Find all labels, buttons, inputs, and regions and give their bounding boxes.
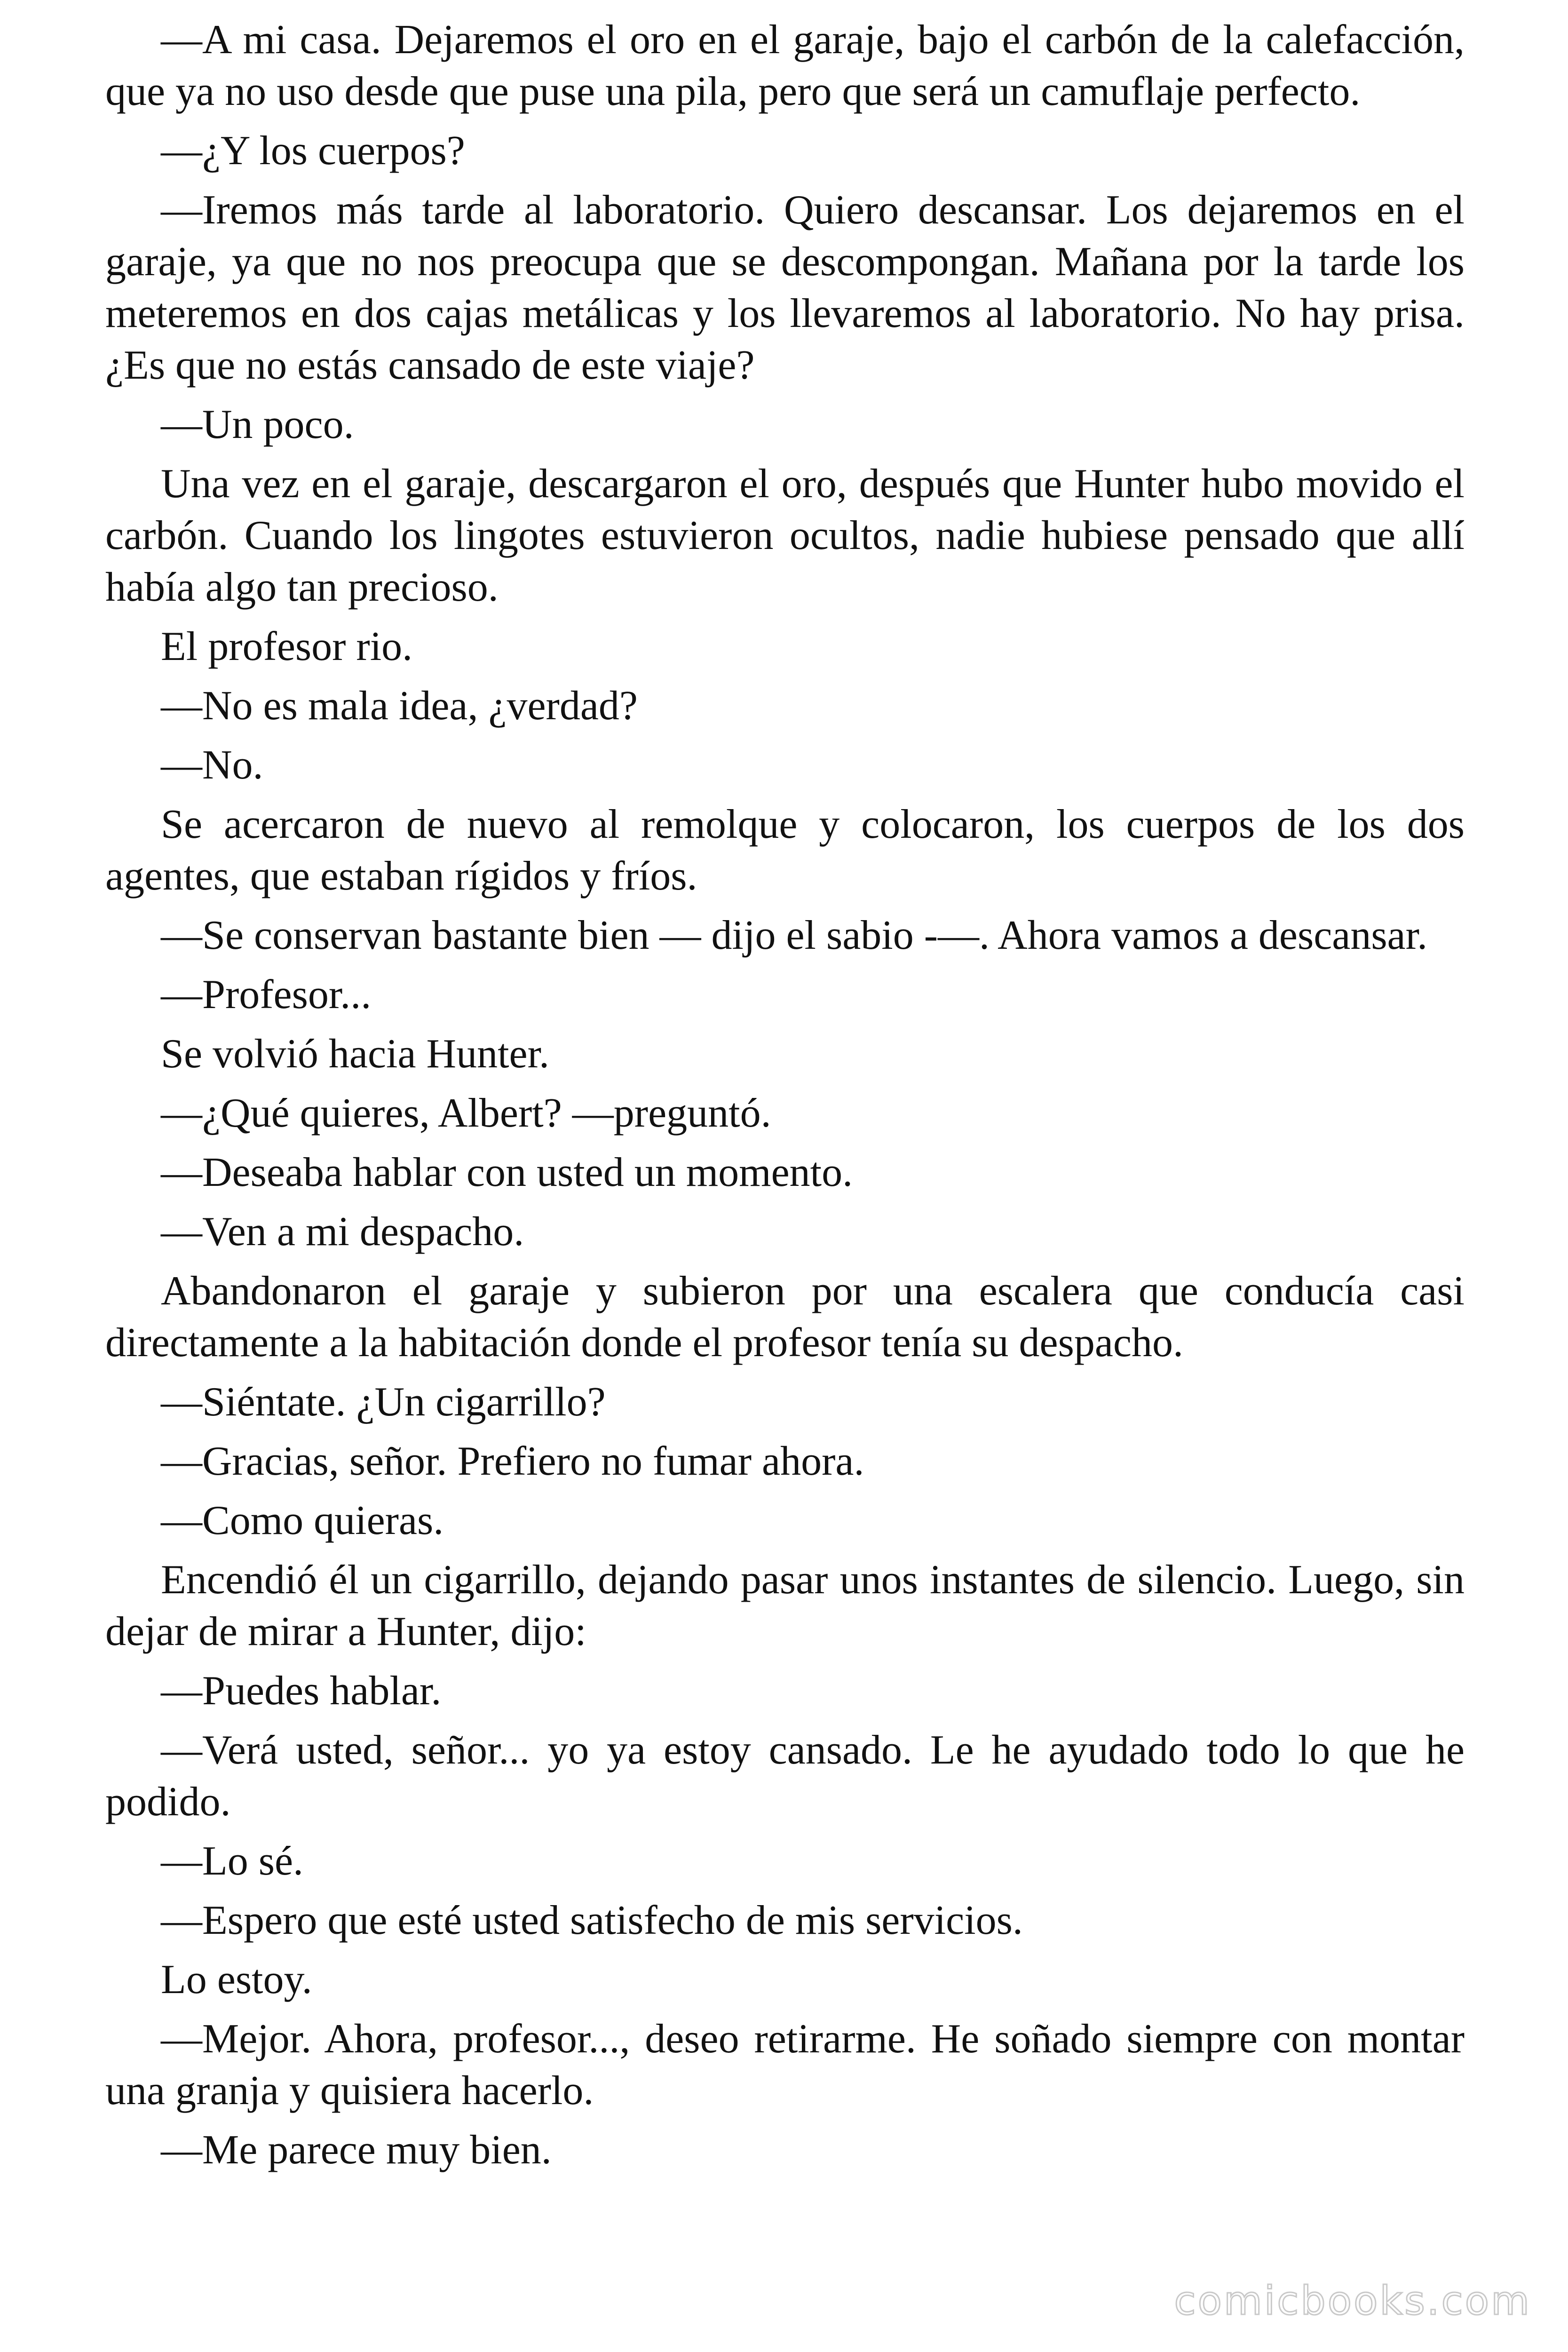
paragraph-1: —A mi casa. Dejaremos el oro en el garaje, bajo el carbón de la calefacción, que ya no uso desde que puse una pila, pero que será un camuflaje perfecto. xyxy=(105,17,1465,114)
paragraph-27: —Me parece muy bien. xyxy=(161,2127,552,2173)
watermark-logo: comicbooks.com xyxy=(1174,2278,1531,2324)
paragraph-12: Se volvió hacia Hunter. xyxy=(161,1031,550,1077)
paragraph-23: —Lo sé. xyxy=(161,1838,304,1884)
paragraph-3: —Iremos más tarde al laboratorio. Quiero descansar. Los dejaremos en el garaje, ya que no nos preocupa que se descompongan. Mañana por la tarde los meteremos en dos cajas metálicas y los llevaremos al laboratorio. No hay prisa. ¿Es que no estás cansado de este viaje? xyxy=(105,187,1465,388)
paragraph-17: —Siéntate. ¿Un cigarrillo? xyxy=(161,1379,606,1425)
paragraph-10: —Se conservan bastante bien — dijo el sabio -—. Ahora vamos a descansar. xyxy=(161,913,1428,958)
paragraph-7: —No es mala idea, ¿verdad? xyxy=(161,683,638,729)
paragraph-15: —Ven a mi despacho. xyxy=(161,1209,524,1255)
paragraph-4: —Un poco. xyxy=(161,402,354,447)
paragraph-11: —Profesor... xyxy=(161,972,372,1017)
paragraph-25: Lo estoy. xyxy=(161,1957,312,2002)
paragraph-9: Se acercaron de nuevo al remolque y colocaron, los cuerpos de los dos agentes, que estaban rígidos y fríos. xyxy=(105,802,1465,899)
paragraph-14: —Deseaba hablar con usted un momento. xyxy=(161,1150,853,1195)
paragraph-19: —Como quieras. xyxy=(161,1498,444,1543)
paragraph-16: Abandonaron el garaje y subieron por una escalera que conducía casi directamente a la habitación donde el profesor tenía su despacho. xyxy=(105,1268,1465,1366)
paragraph-26: —Mejor. Ahora, profesor..., deseo retirarme. He soñado siempre con montar una granja y quisiera hacerlo. xyxy=(105,2016,1465,2114)
paragraph-13: —¿Qué quieres, Albert? —preguntó. xyxy=(161,1090,771,1136)
paragraph-20: Encendió él un cigarrillo, dejando pasar unos instantes de silencio. Luego, sin dejar de mirar a Hunter, dijo: xyxy=(105,1557,1465,1654)
paragraph-5: Una vez en el garaje, descargaron el oro, después que Hunter hubo movido el carbón. Cuando los lingotes estuvieron ocultos, nadie hubiese pensado que allí había algo tan precioso. xyxy=(105,461,1465,610)
paragraph-24: —Espero que esté usted satisfecho de mis servicios. xyxy=(161,1898,1023,1943)
paragraph-6: El profesor rio. xyxy=(161,624,413,669)
paragraph-2: —¿Y los cuerpos? xyxy=(161,128,465,174)
page-text xyxy=(105,14,1465,2176)
paragraph-21: —Puedes hablar. xyxy=(161,1668,442,1714)
paragraph-18: —Gracias, señor. Prefiero no fumar ahora. xyxy=(161,1438,864,1484)
paragraph-22: —Verá usted, señor... yo ya estoy cansado. Le he ayudado todo lo que he podido. xyxy=(105,1727,1465,1825)
paragraph-8: —No. xyxy=(161,742,263,788)
